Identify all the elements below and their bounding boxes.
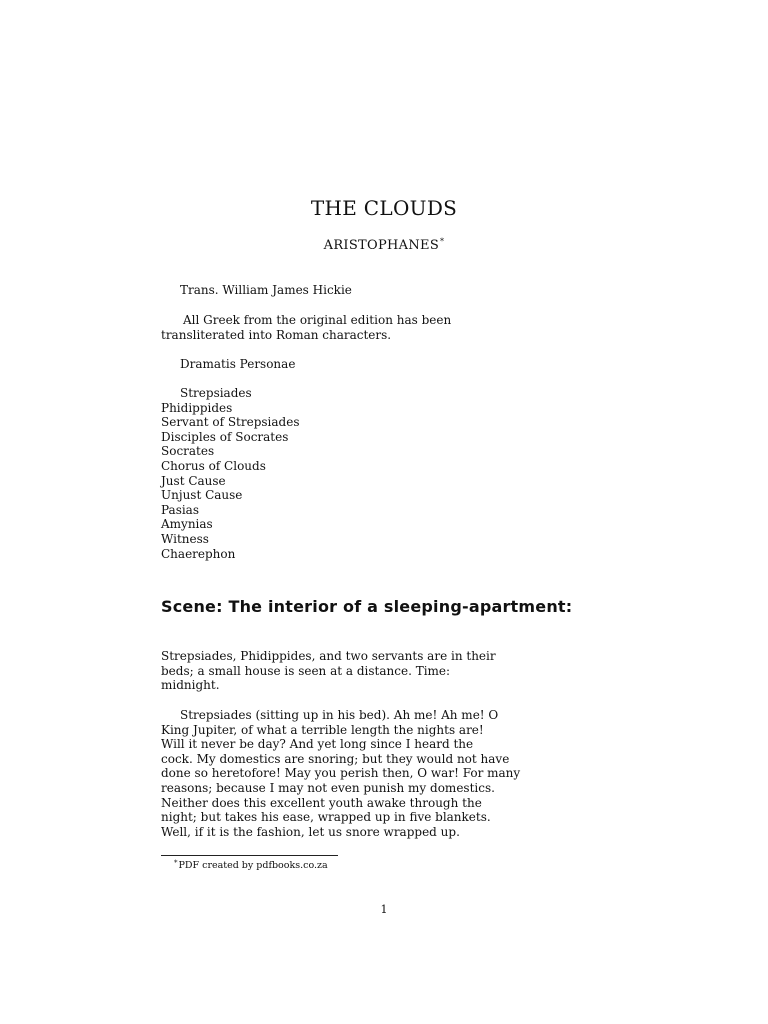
- document-title: THE CLOUDS: [310, 196, 458, 220]
- footnote-mark: *: [174, 859, 178, 867]
- character-item: Witness: [161, 531, 209, 546]
- page-number: 1: [380, 903, 388, 916]
- character-item: Servant of Strepsiades: [161, 415, 300, 430]
- speech-line: done so heretofore! May you perish then, O war! For many: [161, 766, 521, 781]
- character-item: Just Cause: [161, 473, 226, 488]
- speech-line: Will it never be day? And yet long since I heard the: [161, 737, 474, 752]
- translator-line: [161, 283, 521, 298]
- stage-direction-line: midnight.: [161, 678, 220, 693]
- character-list: [161, 386, 521, 561]
- character-item: Chaerephon: [161, 546, 236, 561]
- transliteration-note: [161, 313, 521, 342]
- scene-heading: Scene: The interior of a sleeping-apartment:: [161, 597, 573, 616]
- footnote-text: PDF created by pdfbooks.co.za: [178, 860, 328, 871]
- character-item: Disciples of Socrates: [161, 429, 289, 444]
- stage-direction-line: beds; a small house is seen at a distance. Time:: [161, 663, 451, 678]
- note-line: transliterated into Roman characters.: [161, 327, 392, 342]
- speech-line: cock. My domestics are snoring; but they would not have: [161, 751, 510, 766]
- character-item: Phidippides: [161, 400, 233, 415]
- character-item: Amynias: [161, 517, 213, 532]
- character-item: Chorus of Clouds: [161, 458, 266, 473]
- author-footnote-mark: *: [440, 237, 445, 246]
- speech-line: Neither does this excellent youth awake through the: [161, 795, 482, 810]
- stage-direction: [161, 649, 521, 693]
- character-item: Strepsiades: [180, 386, 252, 400]
- speech-line: Strepsiades (sitting up in his bed). Ah me! Ah me! O: [180, 708, 499, 722]
- translator-text: Trans. William James Hickie: [180, 283, 352, 297]
- stage-direction-line: Strepsiades, Phidippides, and two servants are in their: [161, 649, 496, 663]
- speech-paragraph: [161, 708, 521, 839]
- speech-line: night; but takes his ease, wrapped up in five blankets.: [161, 810, 491, 825]
- speech-line: reasons; because I may not even punish my domestics.: [161, 780, 495, 795]
- speech-line: Well, if it is the fashion, let us snore wrapped up.: [161, 824, 460, 839]
- note-line: All Greek from the original edition has been: [183, 313, 452, 327]
- author-line: [0, 237, 768, 253]
- character-item: Socrates: [161, 444, 215, 459]
- footnote-rule: [161, 855, 338, 856]
- footnote: [174, 859, 328, 871]
- character-item: Unjust Cause: [161, 488, 243, 503]
- dramatis-heading: Dramatis Personae: [180, 357, 296, 371]
- speech-line: King Jupiter, of what a terrible length the nights are!: [161, 722, 484, 737]
- author-name: ARISTOPHANES: [323, 238, 440, 253]
- character-item: Pasias: [161, 502, 199, 517]
